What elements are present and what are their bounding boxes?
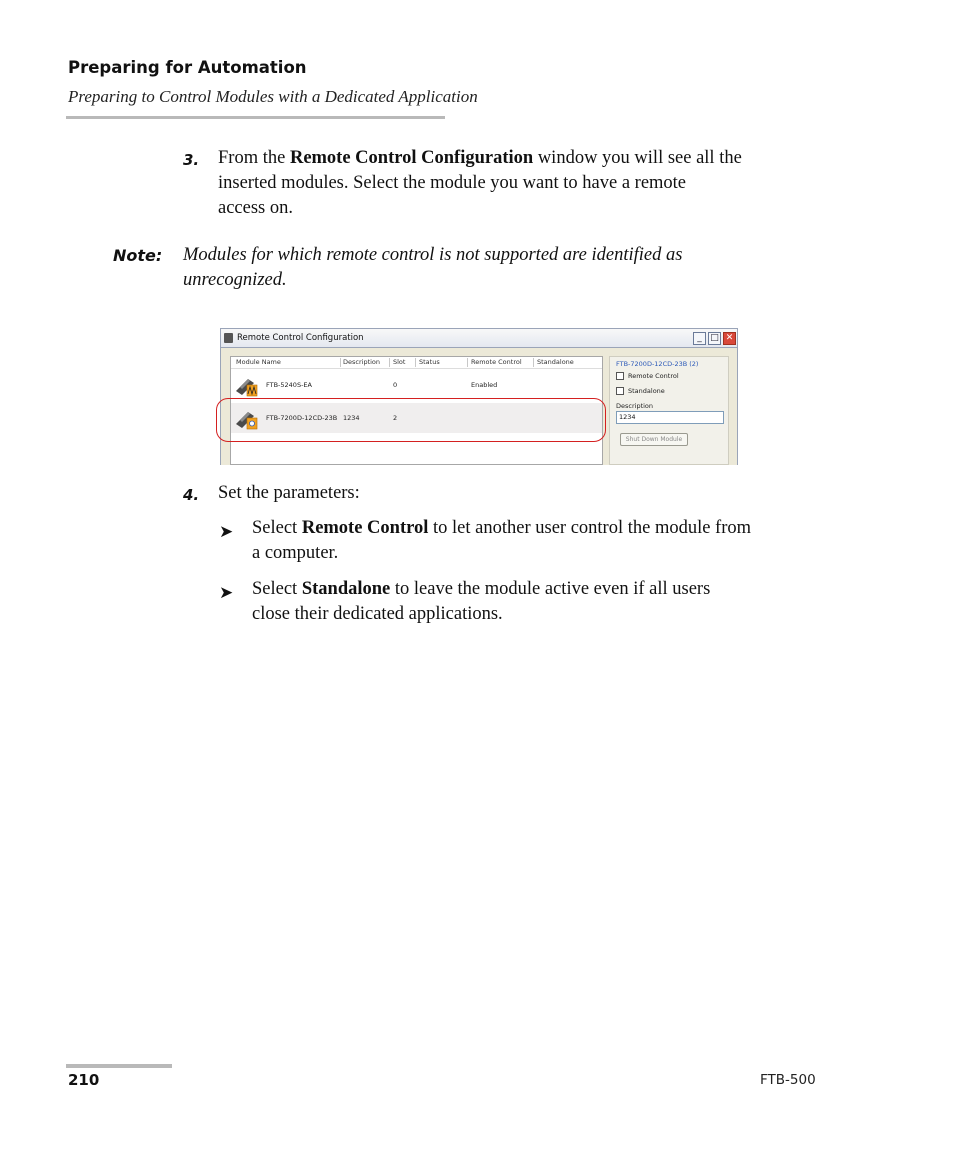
note-text: [183, 243, 823, 293]
description-label: Description: [616, 402, 654, 410]
step-3-text-before: From the: [218, 148, 290, 168]
remote-control-configuration-screenshot: [220, 328, 738, 465]
selection-highlight-oval: [216, 398, 606, 442]
step-3-line-1: [218, 146, 818, 171]
bullet-2-pre: Select: [252, 579, 302, 599]
module-icon: [234, 373, 258, 397]
description-input[interactable]: 1234: [616, 411, 724, 424]
bullet-1-bold: Remote Control: [301, 518, 429, 538]
minimize-icon[interactable]: _: [693, 332, 706, 345]
window-title: Remote Control Configuration: [237, 333, 364, 343]
remote-control-label: Remote Control: [628, 372, 679, 380]
group-title: FTB-7200D-12CD-23B (2): [616, 360, 699, 368]
col-separator: [340, 358, 341, 367]
bullet-2-post: to leave the module active even if all users: [390, 579, 711, 599]
step-3-number: 3.: [183, 151, 200, 169]
bullet-1-line-2: a computer.: [252, 543, 339, 563]
bullet-1-post: to let another user control the module from: [428, 518, 752, 538]
col-separator: [415, 358, 416, 367]
shut-down-module-button[interactable]: Shut Down Module: [620, 433, 688, 446]
remote-control-checkbox[interactable]: [616, 372, 624, 380]
step-3-line-3: access on.: [218, 198, 293, 218]
maximize-icon[interactable]: □: [708, 332, 721, 345]
bullet-arrow-icon: ➤: [219, 583, 234, 603]
step-3-text-after: window you will see all the: [533, 148, 742, 168]
bullet-2-bold: Standalone: [301, 579, 391, 599]
header-rule: [66, 116, 445, 119]
row-slot: 0: [393, 381, 398, 389]
col-separator: [467, 358, 468, 367]
note-line-2: unrecognized.: [183, 270, 287, 290]
page-number: 210: [68, 1071, 100, 1089]
standalone-label: Standalone: [628, 387, 665, 395]
bullet-2-line-2: close their dedicated applications.: [252, 604, 503, 624]
close-icon[interactable]: ✕: [723, 332, 736, 345]
step-4-text: Set the parameters:: [218, 483, 360, 503]
note-label: Note:: [113, 246, 163, 265]
bullet-2-line-1: [252, 577, 852, 602]
footer-rule: [66, 1064, 172, 1068]
row-description: 1234: [343, 414, 360, 422]
row-module-name: FTB-5240S-EA: [266, 381, 312, 389]
col-status[interactable]: Status: [419, 358, 440, 366]
header-divider: [231, 368, 602, 369]
col-description[interactable]: Description: [343, 358, 381, 366]
row-slot: 2: [393, 414, 398, 422]
product-name: FTB-500: [760, 1072, 816, 1088]
bullet-remote-control: [252, 516, 852, 566]
col-module-name[interactable]: Module Name: [236, 358, 281, 366]
col-slot[interactable]: Slot: [393, 358, 406, 366]
step-3-bold: Remote Control Configuration: [289, 148, 534, 168]
col-standalone[interactable]: Standalone: [537, 358, 574, 366]
step-3-text: [218, 146, 818, 221]
col-separator: [533, 358, 534, 367]
bullet-1-line-1: [252, 516, 852, 541]
module-settings-panel: [609, 356, 729, 465]
bullet-arrow-icon: ➤: [219, 522, 234, 542]
col-remote-control[interactable]: Remote Control: [471, 358, 522, 366]
step-4-number: 4.: [183, 486, 200, 504]
row-module-name: FTB-7200D-12CD-23B: [266, 414, 338, 422]
standalone-checkbox[interactable]: [616, 387, 624, 395]
app-icon: [224, 333, 233, 343]
bullet-1-pre: Select: [252, 518, 302, 538]
running-header-title: Preparing for Automation: [68, 58, 307, 77]
step-3-line-2: inserted modules. Select the module you want to have a remote: [218, 173, 687, 193]
col-separator: [389, 358, 390, 367]
row-remote-control: Enabled: [471, 381, 498, 389]
note-line-1: Modules for which remote control is not supported are identified as: [183, 245, 683, 265]
running-header-subtitle: Preparing to Control Modules with a Dedicated Application: [68, 87, 478, 106]
window-titlebar: [220, 328, 738, 348]
table-row[interactable]: [231, 371, 602, 401]
bullet-standalone: [252, 577, 852, 627]
